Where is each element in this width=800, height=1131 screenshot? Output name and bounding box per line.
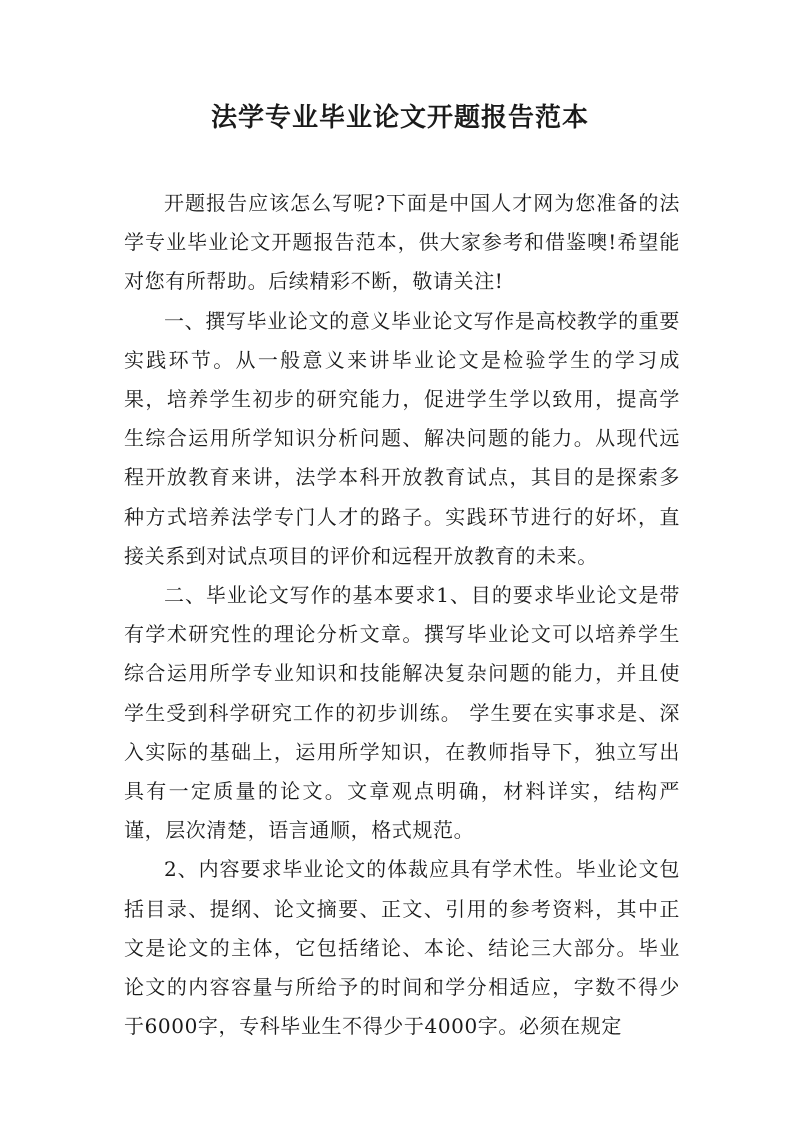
document-body xyxy=(124,184,680,1046)
document-title: 法学专业毕业论文开题报告范本 xyxy=(210,103,589,133)
paragraph-section-2-content: 2、内容要求毕业论文的体裁应具有学术性。毕业论文包括目录、提纲、论文摘要、正文、引用的参考资料，其中正文是论文的主体，它包括绪论、本论、结论三大部分。毕业论文的内容容量与所给予的时间和学分相适应，字数不得少于6000字，专科毕业生不得少于4000字。必须在规定 xyxy=(124,857,680,1039)
paragraph-section-2: 二、毕业论文写作的基本要求1、目的要求毕业论文是带有学术研究性的理论分析文章。撰写毕业论文可以培养学生综合运用所学专业知识和技能解决复杂问题的能力，并且使学生受到科学研究工作的初步训练。 学生要在实事求是、深入实际的基础上，运用所学知识，在教师指导下，独立写出具有一定质量的论文。文章观点明确，材料详实，结构严谨，层次清楚，语言通顺，格式规范。 xyxy=(124,583,680,843)
paragraph-intro: 开题报告应该怎么写呢?下面是中国人才网为您准备的法学专业毕业论文开题报告范本，供大家参考和借鉴噢!希望能对您有所帮助。后续精彩不断，敬请关注! xyxy=(124,191,680,294)
paragraph-section-1: 一、撰写毕业论文的意义毕业论文写作是高校教学的重要实践环节。从一般意义来讲毕业论文是检验学生的学习成果，培养学生初步的研究能力，促进学生学以致用，提高学生综合运用所学知识分析问题、解决问题的能力。从现代远程开放教育来讲，法学本科开放教育试点，其目的是探索多种方式培养法学专门人才的路子。实践环节进行的好坏，直接关系到对试点项目的评价和远程开放教育的未来。 xyxy=(124,308,680,568)
